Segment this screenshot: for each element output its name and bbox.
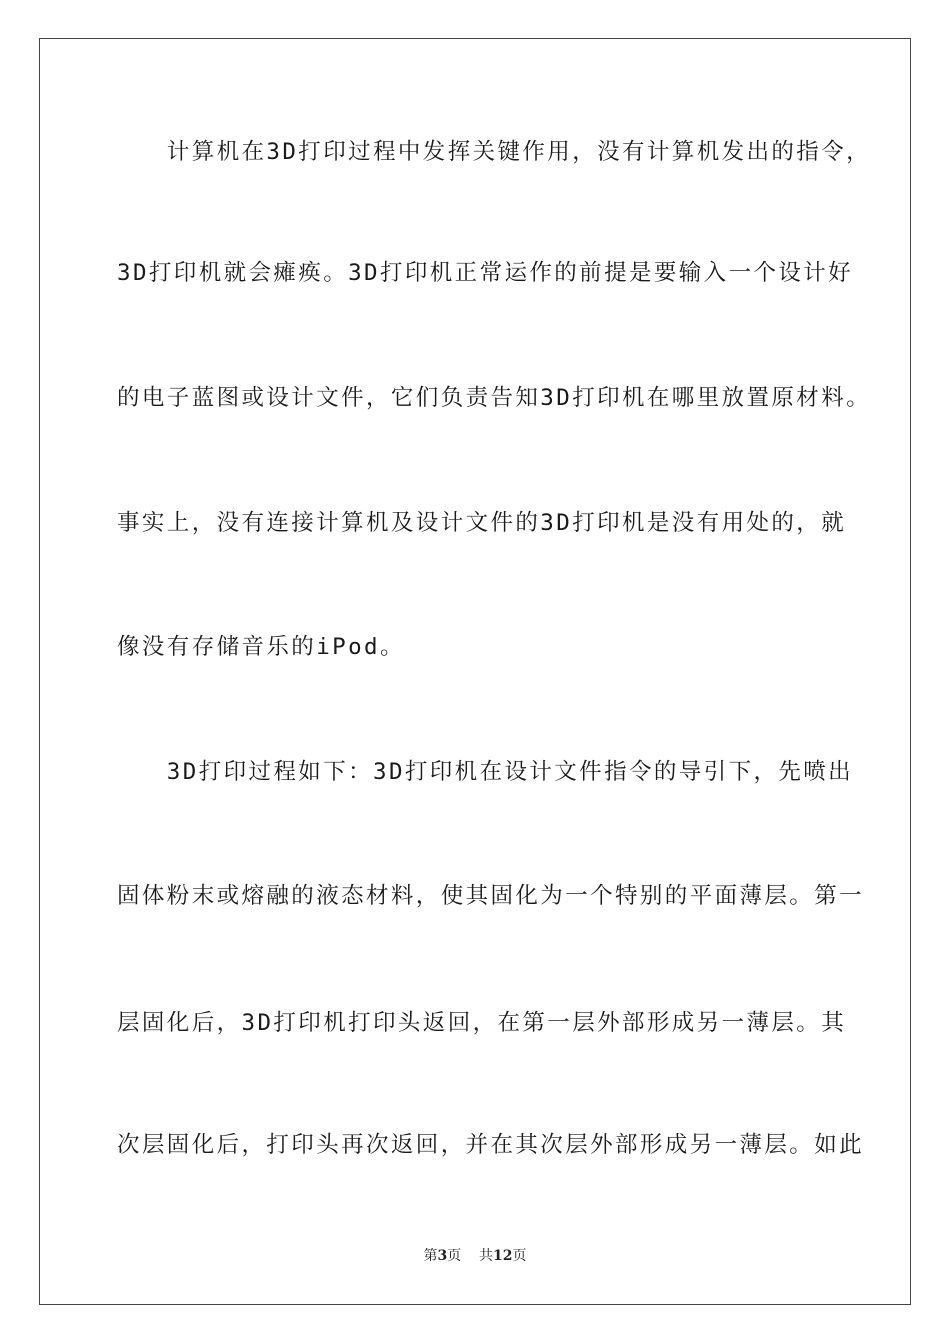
total-pages: 12 xyxy=(493,1248,513,1264)
page-prefix: 第 xyxy=(423,1248,438,1264)
total-suffix: 页 xyxy=(512,1248,527,1264)
text-line-9: 次层固化后，打印头再次返回，并在其次层外部形成另一薄层。如此 xyxy=(117,1132,865,1158)
page-suffix: 页 xyxy=(447,1248,462,1264)
text-line-7: 固体粉末或熔融的液态材料，使其固化为一个特别的平面薄层。第一 xyxy=(117,883,865,909)
text-line-6: 3D打印过程如下：3D打印机在设计文件指令的导引下，先喷出 xyxy=(117,759,854,785)
text-line-3: 的电子蓝图或设计文件，它们负责告知3D打印机在哪里放置原材料。 xyxy=(117,385,871,411)
text-line-4: 事实上，没有连接计算机及设计文件的3D打印机是没有用处的，就 xyxy=(117,510,847,536)
total-prefix: 共 xyxy=(479,1248,494,1264)
text-line-5: 像没有存储音乐的iPod。 xyxy=(117,634,405,660)
text-line-1: 计算机在3D打印过程中发挥关键作用，没有计算机发出的指令， xyxy=(117,139,871,165)
page-number: 3 xyxy=(437,1248,448,1264)
page-border xyxy=(39,38,911,1305)
text-line-2: 3D打印机就会瘫痪。3D打印机正常运作的前提是要输入一个设计好 xyxy=(117,260,854,286)
page-footer xyxy=(0,1246,950,1266)
text-line-8: 层固化后，3D打印机打印头返回，在第一层外部形成另一薄层。其 xyxy=(117,1010,847,1036)
